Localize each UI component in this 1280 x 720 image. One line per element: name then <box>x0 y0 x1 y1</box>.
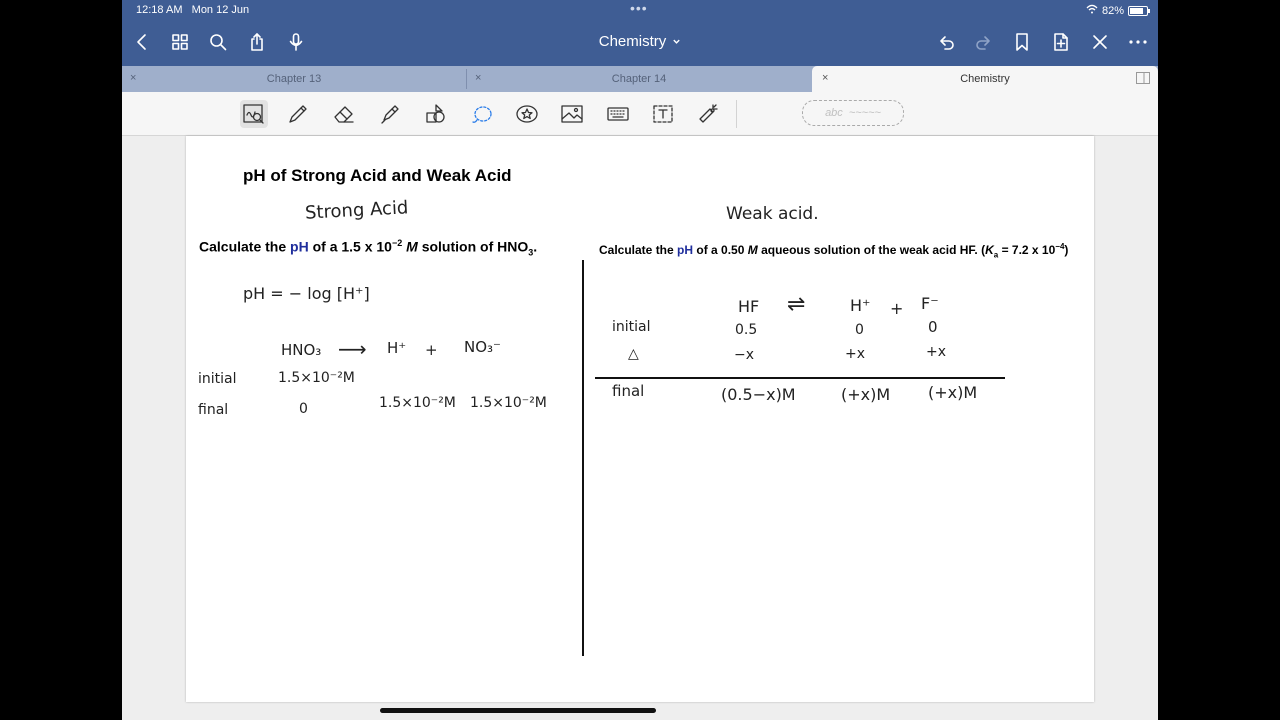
wifi-icon <box>1086 4 1098 17</box>
image-tool-icon[interactable] <box>558 100 586 128</box>
tab-bar <box>122 66 1158 92</box>
strong-final-h: 1.5×10⁻²M <box>379 395 456 411</box>
text-tool-icon[interactable] <box>649 100 677 128</box>
document-title-button[interactable] <box>599 33 682 50</box>
note-page[interactable] <box>186 136 1094 702</box>
strong-final-no3: 1.5×10⁻²M <box>470 395 547 411</box>
redo-icon[interactable] <box>972 30 996 54</box>
add-page-icon[interactable] <box>1049 30 1073 54</box>
battery-percent: 82% <box>1101 4 1124 17</box>
more-icon[interactable] <box>1126 30 1150 54</box>
strong-initial-reactant: 1.5×10⁻²M <box>278 370 355 386</box>
lasso-tool-icon[interactable] <box>468 100 496 128</box>
keyboard-tool-icon[interactable] <box>604 100 632 128</box>
weak-final-h: (+x)M <box>841 385 891 404</box>
shapes-tool-icon[interactable] <box>422 100 450 128</box>
weak-final-reactant: (0.5−x)M <box>721 385 796 404</box>
status-right <box>1086 4 1148 17</box>
strong-acid-handwritten-title: Strong Acid <box>304 197 409 224</box>
weak-change-h: +x <box>845 346 866 362</box>
horizontal-divider-line <box>595 377 1005 379</box>
weak-reactant: HF <box>738 297 760 316</box>
weak-initial-h: 0 <box>855 322 864 338</box>
sticker-tool-icon[interactable] <box>513 100 541 128</box>
split-view-icon[interactable] <box>1136 72 1150 87</box>
handwriting-recognition-box[interactable]: abc ~~~~~ <box>802 100 904 126</box>
weak-plus: + <box>890 299 904 318</box>
tab-chemistry[interactable] <box>812 66 1158 92</box>
strong-reactant: HNO₃ <box>281 341 322 359</box>
navigation-bar <box>122 0 1158 66</box>
tab-label: Chemistry <box>960 73 1010 85</box>
pen-tool-icon[interactable] <box>284 100 312 128</box>
toolbar-divider <box>736 100 737 128</box>
page-heading: pH of Strong Acid and Weak Acid <box>243 166 512 185</box>
strong-product-h: H⁺ <box>387 339 407 357</box>
strong-plus: + <box>425 341 438 359</box>
bookmark-icon[interactable] <box>1010 30 1034 54</box>
tab-close-icon[interactable]: × <box>130 72 137 84</box>
vertical-divider-line <box>582 260 584 656</box>
weak-initial-reactant: 0.5 <box>735 322 758 338</box>
weak-row-label-change: △ <box>628 346 639 362</box>
eraser-tool-icon[interactable] <box>330 100 358 128</box>
strong-row-label-final: final <box>198 402 229 418</box>
drawing-toolbar <box>122 92 1158 136</box>
undo-icon[interactable] <box>934 30 958 54</box>
strong-row-label-initial: initial <box>198 371 237 387</box>
handwriting-placeholder: abc <box>825 107 843 119</box>
weak-acid-handwritten-title: Weak acid. <box>726 204 819 224</box>
app-window <box>122 0 1158 720</box>
weak-row-label-final: final <box>612 382 645 400</box>
document-title-text: Chemistry <box>598 33 667 50</box>
tab-label: Chapter 14 <box>611 73 667 85</box>
weak-initial-f: 0 <box>928 318 938 336</box>
tab-close-icon[interactable]: × <box>475 72 482 84</box>
strong-product-no3: NO₃⁻ <box>464 338 501 356</box>
weak-product-f: F⁻ <box>921 294 939 313</box>
document-title <box>122 33 1158 50</box>
highlighter-tool-icon[interactable] <box>376 100 404 128</box>
weak-row-label-initial: initial <box>612 319 651 335</box>
weak-final-f: (+x)M <box>928 383 978 402</box>
multitasking-dots[interactable]: ••• <box>630 0 648 16</box>
home-indicator[interactable] <box>380 708 656 713</box>
weak-product-h: H⁺ <box>850 296 871 315</box>
laser-pointer-icon[interactable] <box>694 100 722 128</box>
battery-icon <box>1128 6 1148 16</box>
tab-chapter-14[interactable] <box>467 66 811 92</box>
tab-chapter-13[interactable] <box>122 66 466 92</box>
weak-equilibrium-arrow: ⇌ <box>787 292 806 317</box>
weak-acid-question: Calculate the pH of a 0.50 M aqueous solution of the weak acid HF. ($K_a = 7.2$ x $10^{-4}$) <box>599 242 1069 260</box>
ph-formula: pH = − log [H⁺] <box>243 284 370 303</box>
strong-acid-question: Calculate the pH of a 1.5 x $10^{-2}$ M solution of $HNO_3$. <box>199 238 538 258</box>
weak-change-reactant: −x <box>734 347 755 363</box>
tab-close-icon[interactable]: × <box>822 72 829 84</box>
strong-reaction-arrow: ⟶ <box>338 337 367 361</box>
weak-change-f: +x <box>926 344 947 360</box>
chevron-down-icon <box>672 37 681 46</box>
status-time: 12:18 AM Mon 12 Jun <box>136 4 250 16</box>
close-icon[interactable] <box>1088 30 1112 54</box>
zoom-tool-icon[interactable] <box>240 100 268 128</box>
strong-final-reactant: 0 <box>299 401 308 417</box>
tab-label: Chapter 13 <box>266 73 322 85</box>
